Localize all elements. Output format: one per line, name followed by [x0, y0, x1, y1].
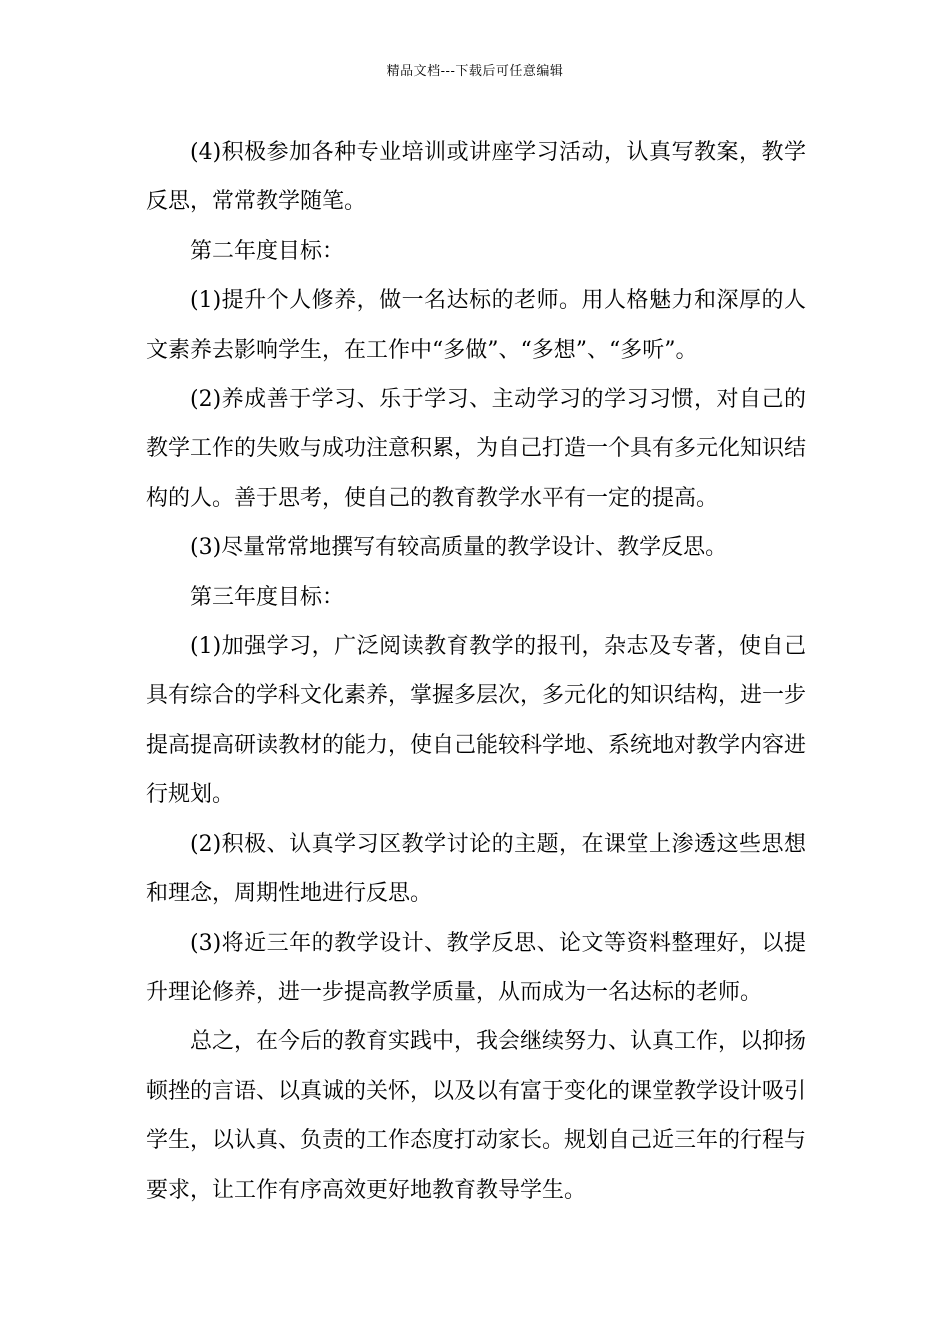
- paragraph-third-year-item-3: (3)将近三年的教学设计、教学反思、论文等资料整理好，以提升理论修养，进一步提高教学质量，从而成为一名达标的老师。: [146, 930, 806, 1005]
- document-body: [146, 128, 806, 1215]
- paragraph-conclusion: 总之，在今后的教育实践中，我会继续努力、认真工作，以抑扬顿挫的言语、以真诚的关怀，以及以有富于变化的课堂教学设计吸引学生，以认真、负责的工作态度打动家长。规划自己近三年的行程与要求，让工作有序高效更好地教育教导学生。: [146, 1029, 807, 1203]
- paragraph-second-year-item-2: (2)养成善于学习、乐于学习、主动学习的学习习惯，对自己的教学工作的失败与成功注意积累，为自己打造一个具有多元化知识结构的人。善于思考，使自己的教育教学水平有一定的提高。: [146, 387, 807, 511]
- paragraph-third-year-item-1: (1)加强学习，广泛阅读教育教学的报刊，杂志及专著，使自己具有综合的学科文化素养，掌握多层次，多元化的知识结构，进一步提高提高研读教材的能力，使自己能较科学地、系统地对教学内容进行规划。: [146, 634, 807, 808]
- page-header: 精品文档---下载后可任意编辑: [386, 64, 564, 79]
- heading-second-year-goals: 第二年度目标：: [190, 238, 345, 264]
- paragraph-goal-item-4: (4)积极参加各种专业培训或讲座学习活动，认真写教案，教学反思，常常教学随笔。: [146, 140, 806, 215]
- paragraph-second-year-item-1: (1)提升个人修养，做一名达标的老师。用人格魅力和深厚的人文素养去影响学生，在工作中“多做”、“多想”、“多听”。: [146, 288, 806, 363]
- paragraph-third-year-item-2: (2)积极、认真学习区教学讨论的主题，在课堂上渗透这些思想和理念，周期性地进行反思。: [146, 831, 806, 907]
- paragraph-second-year-item-3: (3)尽量常常地撰写有较高质量的教学设计、教学反思。: [190, 535, 728, 561]
- heading-third-year-goals: 第三年度目标：: [190, 584, 345, 610]
